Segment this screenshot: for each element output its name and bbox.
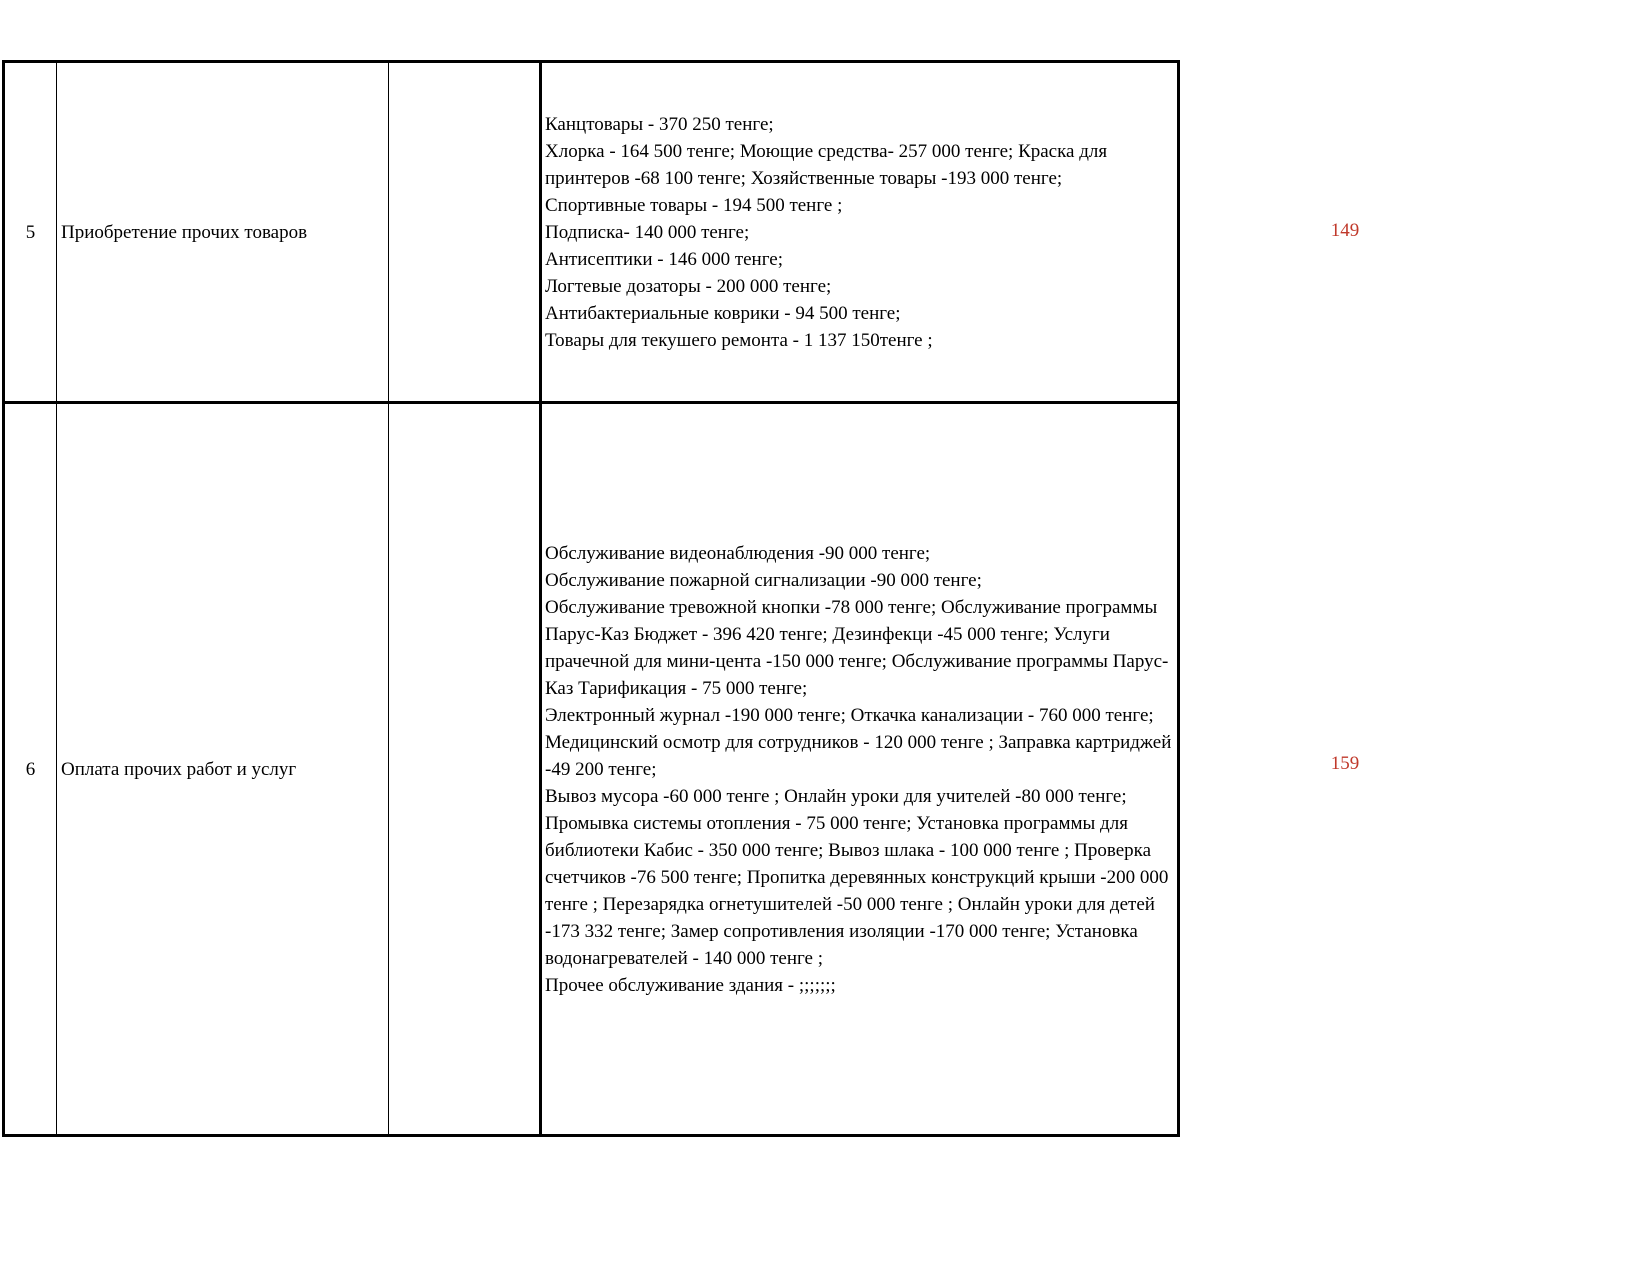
empty-cell xyxy=(389,403,541,1136)
expense-detail: Канцтовары - 370 250 тенге; Хлорка - 164 500 тенге; Моющие средства- 257 000 тенге; Краска для принтеров -68 100 тенге; Хозяйственные товары -193 000 тенге; Спортивные товары - 194 500 тенге ; Подписка- 140 000 тенге; Антисептики - 146 000 тенге; Логтевые дозаторы - 200 000 тенге; Антибактериальные коврики - 94 500 тенге; Товары для текушего ремонта - 1 137 150тенге ; xyxy=(541,62,1179,403)
expense-table xyxy=(2,60,1180,1137)
row-side-value: 159 xyxy=(1330,753,1360,774)
table-row xyxy=(4,62,1179,403)
row-number: 5 xyxy=(4,62,57,403)
expense-detail: Обслуживание видеонаблюдения -90 000 тенге; Обслуживание пожарной сигнализации -90 000 тенге; Обслуживание тревожной кнопки -78 000 тенге; Обслуживание программы Парус-Каз Бюджет - 396 420 тенге; Дезинфекци -45 000 тенге; Услуги прачечной для мини-цента -150 000 тенге; Обслуживание программы Парус-Каз Тарификация - 75 000 тенге; Электронный журнал -190 000 тенге; Откачка канализации - 760 000 тенге; Медицинский осмотр для сотрудников - 120 000 тенге ; Заправка картриджей -49 200 тенге; Вывоз мусора -60 000 тенге ; Онлайн уроки для учителей -80 000 тенге; Промывка системы отопления - 75 000 тенге; Установка программы для библиотеки Кабис - 350 000 тенге; Вывоз шлака - 100 000 тенге ; Проверка счетчиков -76 500 тенге; Пропитка деревянных конструкций крыши -200 000 тенге ; Перезарядка огнетушителей -50 000 тенге ; Онлайн уроки для детей -173 332 тенге; Замер сопротивления изоляции -170 000 тенге; Установка водонагревателей - 140 000 тенге ; Прочее обслуживание здания - ;;;;;;; xyxy=(541,403,1179,1136)
expense-name: Оплата прочих работ и услуг xyxy=(57,403,389,1136)
empty-cell xyxy=(389,62,541,403)
row-number: 6 xyxy=(4,403,57,1136)
table-row xyxy=(4,403,1179,1136)
expense-name: Приобретение прочих товаров xyxy=(57,62,389,403)
row-side-value: 149 xyxy=(1330,220,1360,241)
